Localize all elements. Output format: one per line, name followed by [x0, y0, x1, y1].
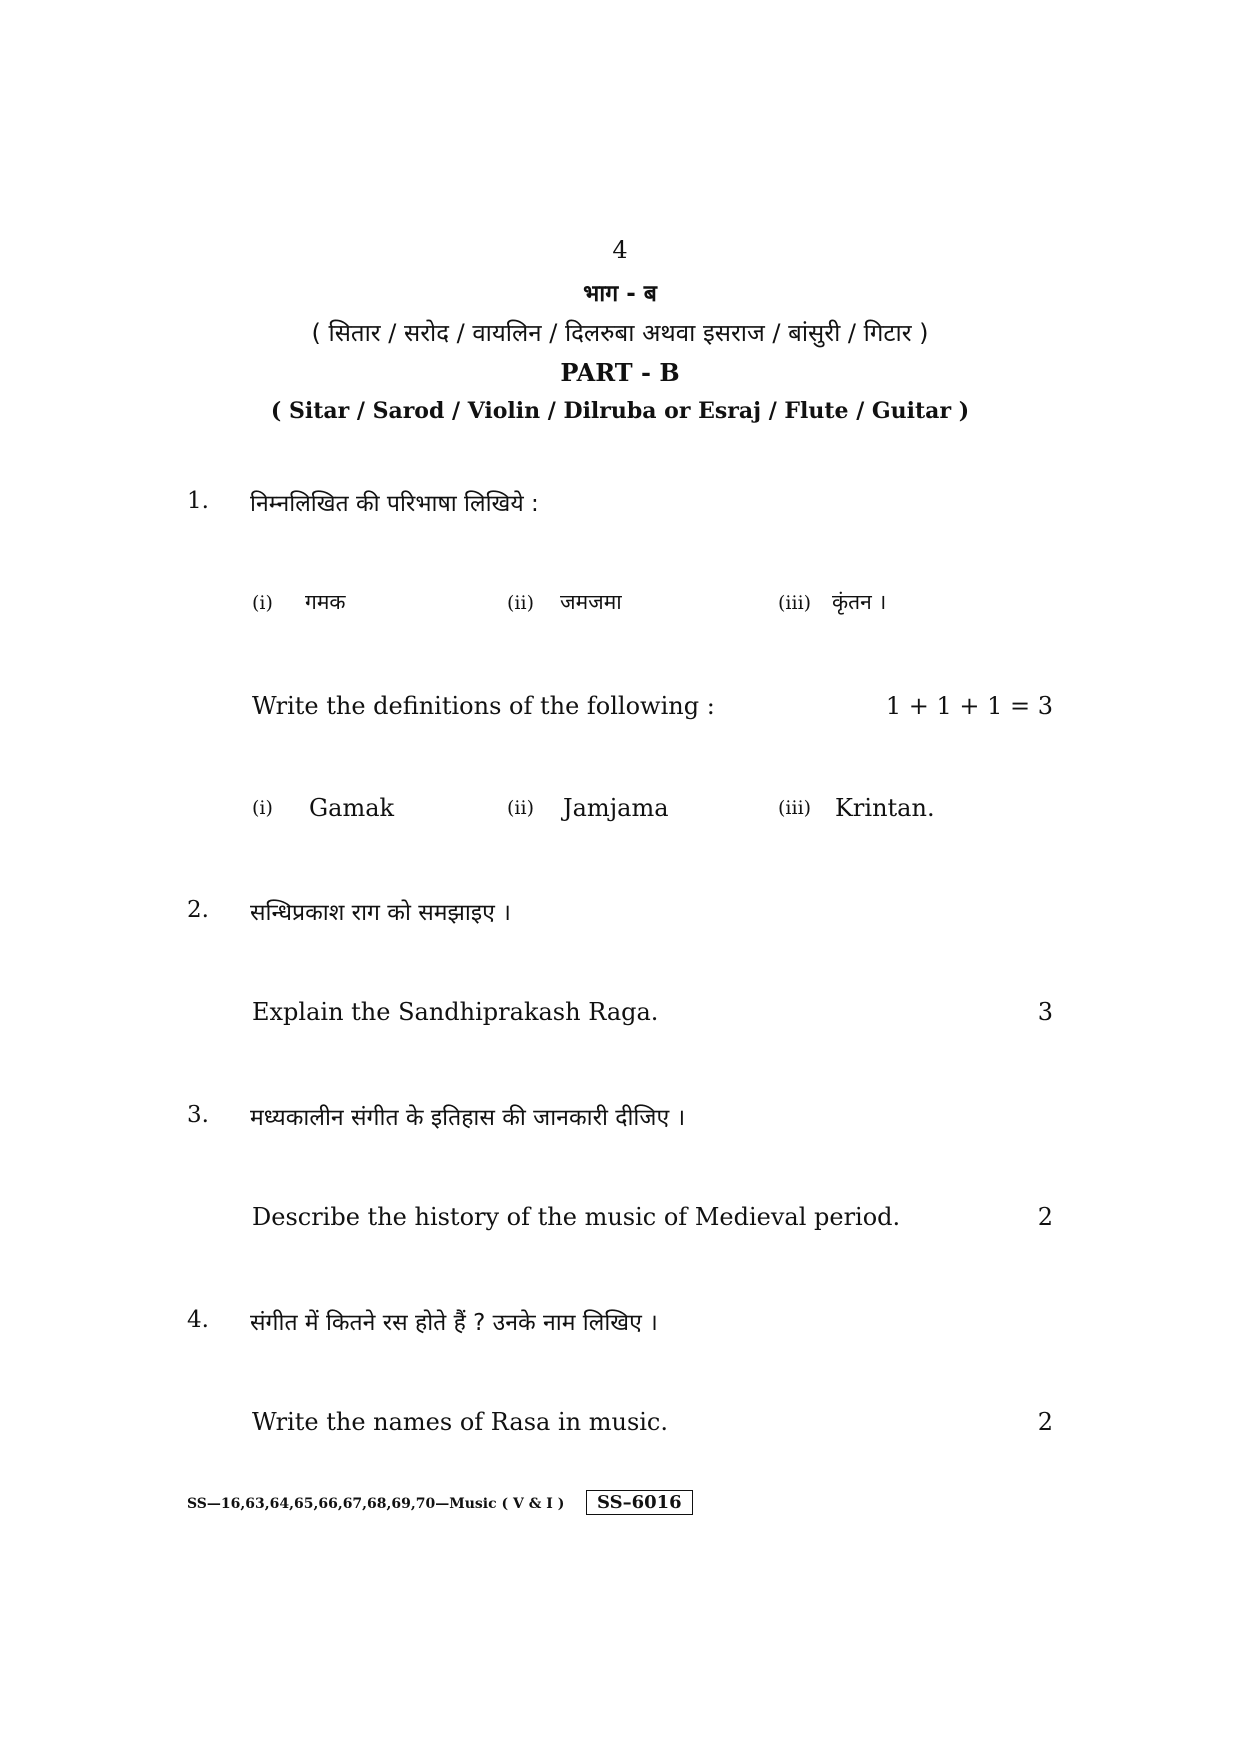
- option-text-english: Krintan.: [835, 794, 935, 822]
- question-text-hindi: सन्धिप्रकाश राग को समझाइए ।: [250, 900, 511, 926]
- option-text-english: Jamjama: [563, 794, 669, 822]
- question-number: 3.: [187, 1102, 209, 1128]
- question-text-english: Write the names of Rasa in music.: [252, 1408, 669, 1436]
- option-text-hindi: जमजमा: [560, 590, 622, 614]
- option-label: (iii): [778, 797, 812, 819]
- instruments-hindi: ( सितार / सरोद / वायलिन / दिलरुबा अथवा इसराज / बांसुरी / गिटार ): [311, 319, 929, 347]
- option-text-hindi: गमक: [305, 590, 346, 614]
- part-title-hindi: भाग - ब: [583, 281, 657, 307]
- option-label: (ii): [507, 592, 534, 614]
- option-label: (ii): [507, 797, 534, 819]
- marks: 3: [1037, 998, 1053, 1026]
- question-text-english: Describe the history of the music of Medieval period.: [252, 1203, 901, 1231]
- option-label: (i): [252, 797, 273, 819]
- question-number: 2.: [187, 897, 209, 923]
- paper-code-box: SS–6016: [586, 1490, 693, 1515]
- question-text-hindi: निम्नलिखित की परिभाषा लिखिये :: [250, 491, 539, 517]
- footer-code: SS—16,63,64,65,66,67,68,69,70—Music ( V & I ): [187, 1496, 565, 1512]
- question-text-hindi: संगीत में कितने रस होते हैं ? उनके नाम लिखिए ।: [250, 1310, 658, 1336]
- instruments-english: ( Sitar / Sarod / Violin / Dilruba or Esraj / Flute / Guitar ): [270, 398, 970, 424]
- question-text-english: Explain the Sandhiprakash Raga.: [252, 998, 659, 1026]
- part-title-english: PART - B: [560, 358, 680, 387]
- question-number: 1.: [187, 488, 209, 514]
- question-text-hindi: मध्यकालीन संगीत के इतिहास की जानकारी दीजिए ।: [250, 1105, 686, 1131]
- marks: 2: [1037, 1408, 1053, 1436]
- option-text-hindi: कृंतन ।: [832, 590, 887, 614]
- question-number: 4.: [187, 1307, 209, 1333]
- marks: 1 + 1 + 1 = 3: [885, 692, 1053, 720]
- question-text-english: Write the definitions of the following :: [252, 692, 715, 720]
- page-number: 4: [612, 236, 628, 264]
- marks: 2: [1037, 1203, 1053, 1231]
- option-label: (i): [252, 592, 273, 614]
- option-text-english: Gamak: [309, 794, 395, 822]
- option-label: (iii): [778, 592, 812, 614]
